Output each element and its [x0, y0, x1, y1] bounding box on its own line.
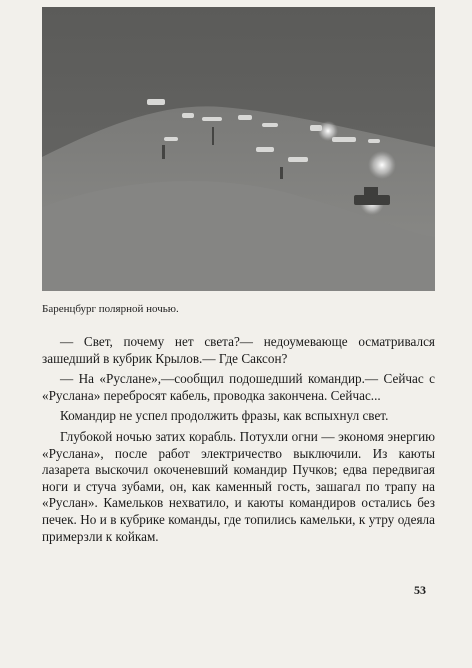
paragraph: — Свет, почему нет света?— недоумевающе осматривался зашедший в кубрик Крылов.— Где Саксон?	[42, 334, 435, 366]
paragraph: Глубокой ночью затих корабль. Потухли огни — экономя энергию «Руслана», после работ электричество выключили. Из каюты лазарета выскочил окоченевший командир Пучков; едва передвигая ноги и стуча зубами, он, как каменный гость, зашагал по трапу на «Руслан». Камельков нехватило, и каюты командиров остались без печек. Но и в кубрике команды, где топились камельки, к утру одеяла примерзли к койкам.	[42, 428, 435, 544]
page-number: 53	[414, 583, 426, 597]
photo-illustration	[42, 7, 435, 291]
photo-caption: Баренцбург полярной ночью.	[42, 303, 179, 315]
paragraph: Командир не успел продолжить фразы, как вспыхнул свет.	[60, 408, 389, 424]
body-text	[42, 334, 435, 545]
night-photo-barentsburg	[42, 7, 435, 291]
paragraph: — На «Руслане»,—сообщил подошедший командир.— Сейчас с «Руслана» переброcят кабель, проводка закончена. Сейчас...	[42, 371, 435, 403]
